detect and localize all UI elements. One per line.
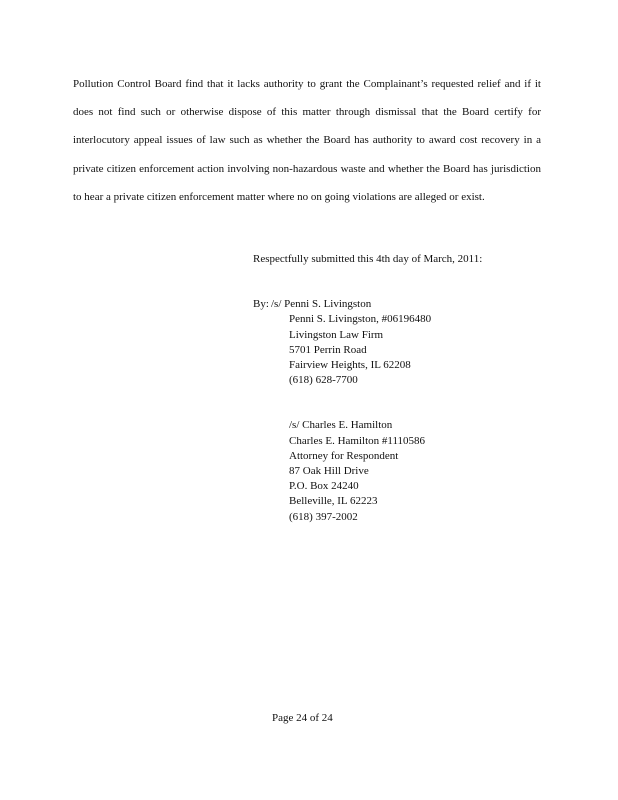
signer-2-po-box: P.O. Box 24240 xyxy=(289,480,359,493)
signer-2-signature: /s/ Charles E. Hamilton xyxy=(289,419,393,432)
signer-2-street: 87 Oak Hill Drive xyxy=(289,465,369,478)
signer-1-street: 5701 Perrin Road xyxy=(289,343,367,356)
signer-1-name-bar: Penni S. Livingston, #06196480 xyxy=(289,313,432,326)
first-signer xyxy=(253,297,482,388)
signer-1-firm: Livingston Law Firm xyxy=(289,328,384,341)
body-paragraph: Pollution Control Board find that it lacks authority to grant the Complainant’s requested relief and if it does not find such or otherwise dispose of this matter through dismissal that the Board certify for interlocutory appeal issues of law such as whether the Board has authority to award cost recovery in a private citizen enforcement action involving non-hazardous waste and whether the Board has jurisdiction to hear a private citizen enforcement matter where no on going violations are alleged or exist. xyxy=(73,78,541,203)
signer-2-role: Attorney for Respondent xyxy=(289,449,399,462)
signer-1-phone: (618) 628-7700 xyxy=(289,374,358,387)
page-number: Page 24 of 24 xyxy=(272,712,333,724)
signer-2-phone: (618) 397-2002 xyxy=(289,510,358,523)
by-label: By: xyxy=(253,298,269,311)
submitted-line: Respectfully submitted this 4th day of March, 2011: xyxy=(253,253,483,265)
first-signer-lines xyxy=(271,297,431,388)
signer-2-name-bar: Charles E. Hamilton #1110586 xyxy=(289,434,426,447)
signer-1-signature: /s/ Penni S. Livingston xyxy=(271,298,372,311)
signature-block xyxy=(253,252,482,525)
signer-1-city: Fairview Heights, IL 62208 xyxy=(289,359,411,372)
signer-2-city: Belleville, IL 62223 xyxy=(289,495,378,508)
second-signer xyxy=(289,418,482,524)
